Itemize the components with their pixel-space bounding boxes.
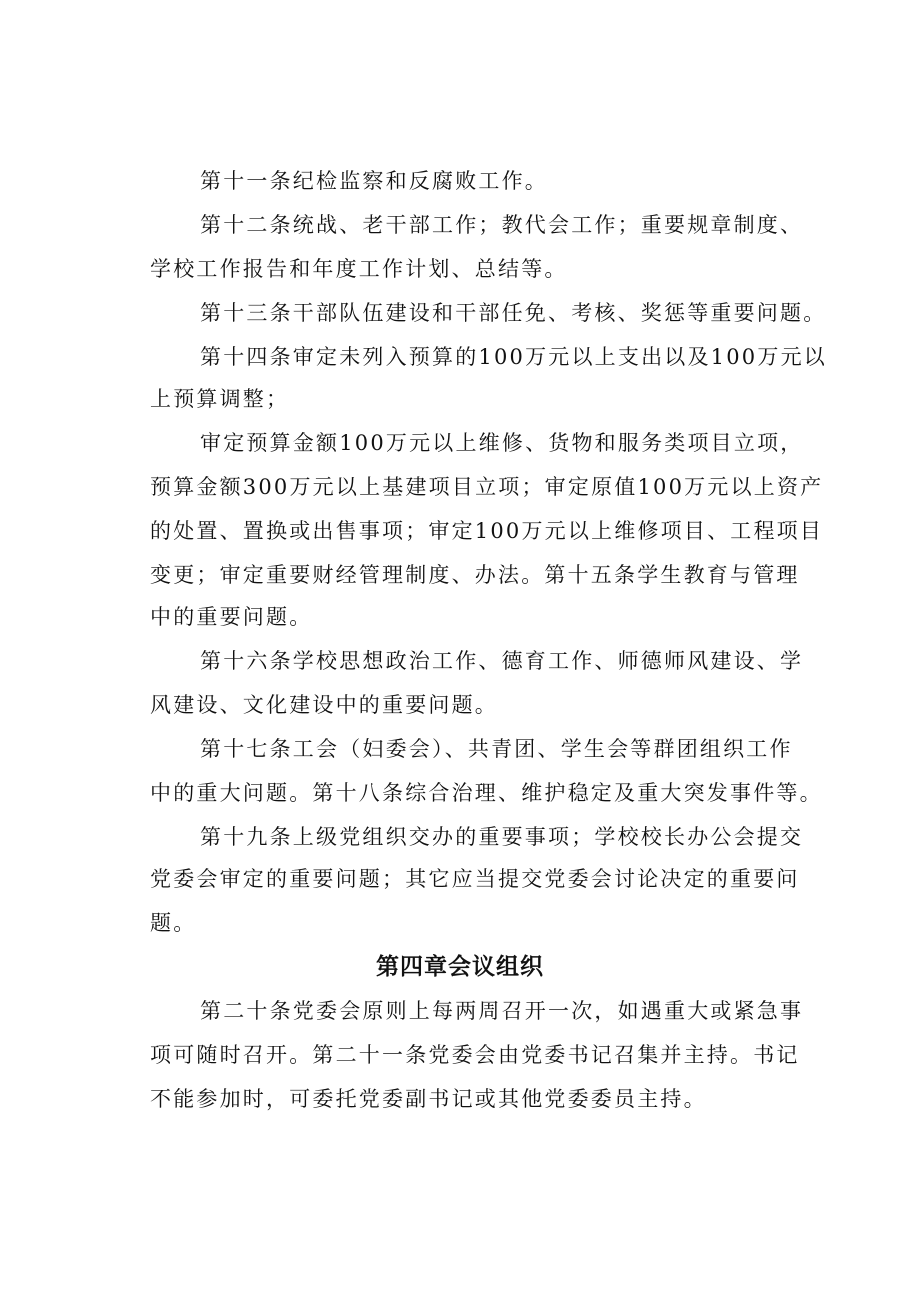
article-16-line-1: 第十六条学校思想政治工作、德育工作、师德师风建设、学 (200, 649, 804, 673)
article-13: 第十三条干部队伍建设和干部任免、考核、奖惩等重要问题。 (200, 301, 827, 325)
article-17-line-1: 第十七条工会（妇委会）、共青团、学生会等群团组织工作 (200, 737, 793, 761)
article-12-line-2: 学校工作报告和年度工作计划、总结等。 (150, 257, 568, 281)
article-19-line-3: 题。 (150, 911, 197, 935)
article-11: 第十一条纪检监察和反腐败工作。 (200, 169, 548, 193)
article-19-line-1: 第十九条上级党组织交办的重要事项；学校校长办公会提交 (200, 825, 804, 849)
article-21-line-2: 不能参加时，可委托党委副书记或其他党委委员主持。 (150, 1087, 707, 1111)
article-14-line-2: 上预算调整； (150, 387, 290, 411)
article-19-line-2: 党委会审定的重要问题；其它应当提交党委会讨论决定的重要问 (150, 867, 800, 891)
chapter-heading: 第四章会议组织 (376, 954, 544, 980)
article-20-line-2: 项可随时召开。第二十一条党委会由党委书记召集并主持。书记 (150, 1043, 800, 1067)
article-20-line-1: 第二十条党委会原则上每两周召开一次，如遇重大或紧急事 (200, 999, 804, 1023)
article-14-para-2-line-4: 变更；审定重要财经管理制度、办法。第十五条学生教育与管理 (150, 563, 800, 587)
article-12-line-1: 第十二条统战、老干部工作；教代会工作；重要规章制度、 (200, 213, 804, 237)
article-14-line-1: 第十四条审定未列入预算的100万元以上支出以及100万元以 (200, 345, 827, 369)
article-17-line-2: 中的重大问题。第十八条综合治理、维护稳定及重大突发事件等。 (150, 781, 823, 805)
article-14-para-2-line-3: 的处置、置换或出售事项；审定100万元以上维修项目、工程项目 (150, 519, 824, 543)
article-16-line-2: 风建设、文化建设中的重要问题。 (150, 693, 498, 717)
article-14-para-2-line-1: 审定预算金额100万元以上维修、货物和服务类项目立项， (200, 431, 804, 455)
article-15-line-2: 中的重要问题。 (150, 605, 313, 629)
article-14-para-2-line-2: 预算金额300万元以上基建项目立项；审定原值100万元以上资产 (150, 475, 824, 499)
